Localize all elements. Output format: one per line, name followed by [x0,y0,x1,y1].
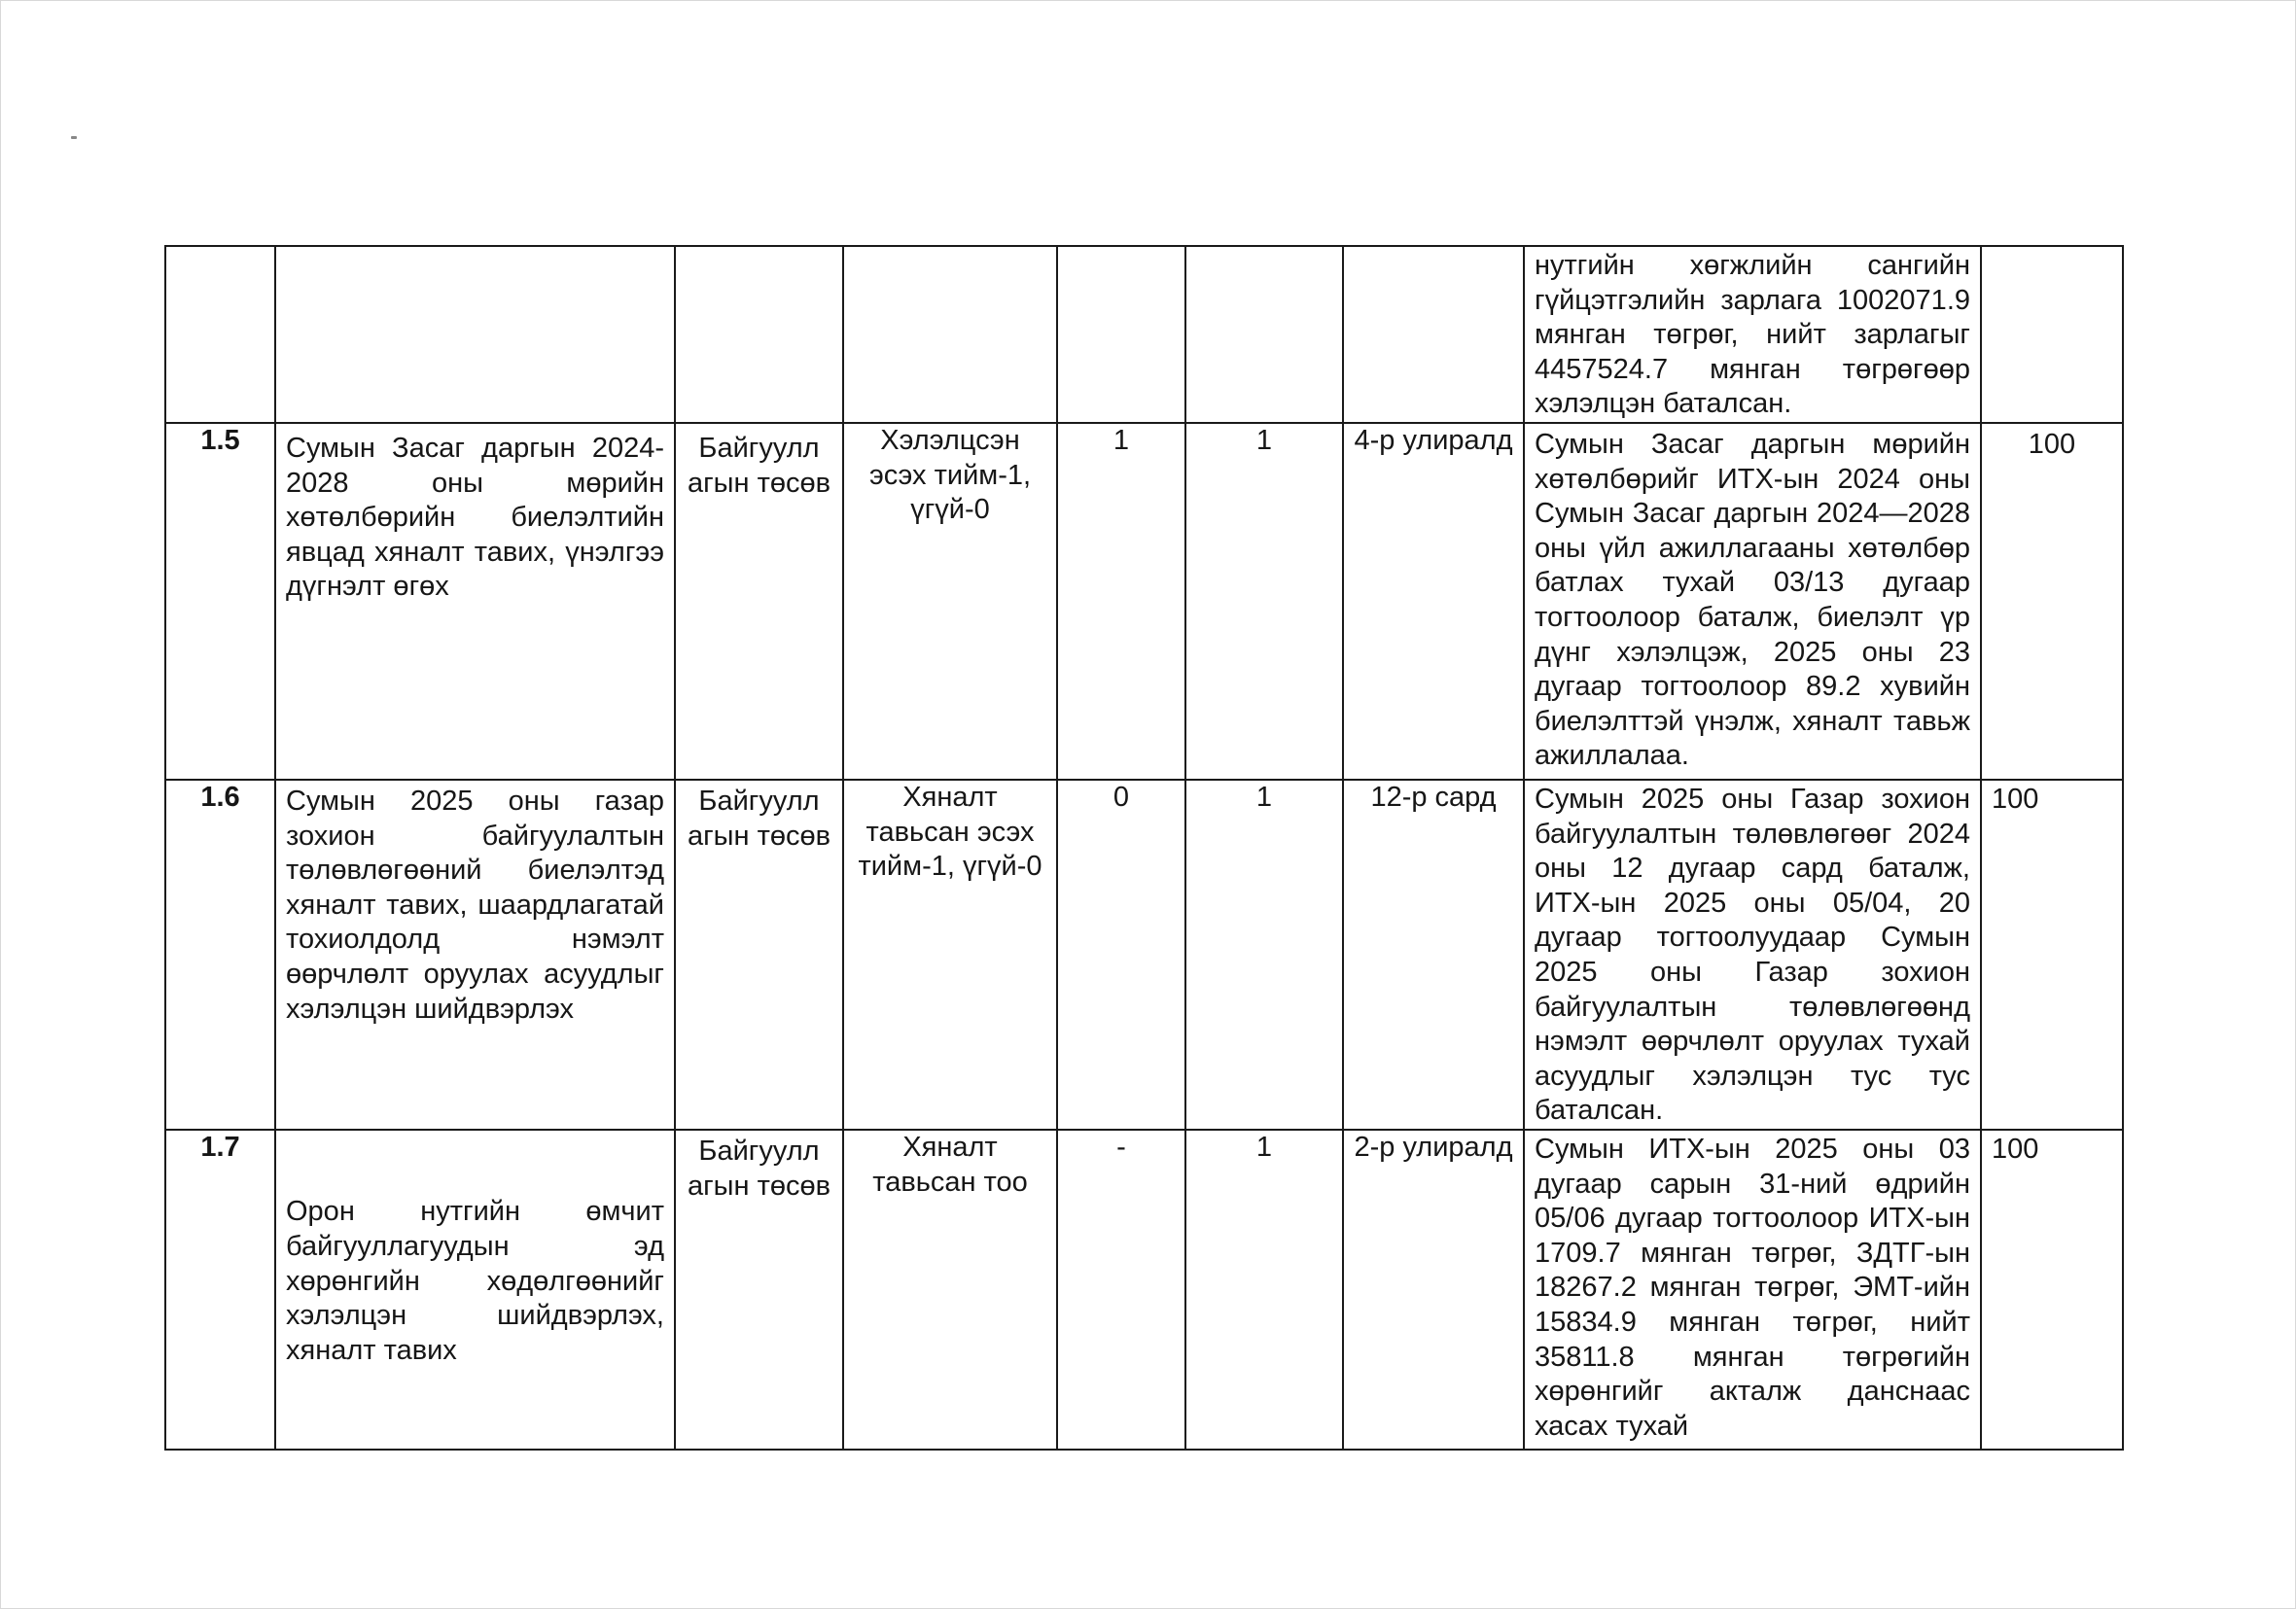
indicator-cell: Хэлэлцсэн эсэх тийм-1, үгүй-0 [843,423,1057,780]
percent-cell: 100 [1981,780,2123,1130]
row-number [165,246,275,423]
table-row [165,423,2123,780]
deadline-cell [1343,246,1524,423]
task-text: Орон нутгийн өмчит байгууллагуудын эд хөрөнгийн хөдөлгөөнийг хэлэлцэн шийдвэрлэх, хяналт тавих [286,1196,664,1366]
task-cell: Сумын 2025 оны газар зохион байгуулалтын төлөвлөгөөний биелэлтэд хяналт тавих, шаардлагатай тохиолдолд нэмэлт өөрчлөлт оруулах асуудлыг хэлэлцэн шийдвэрлэх [275,780,675,1130]
funding-cell: Байгуулл агын төсөв [675,780,843,1130]
funding-cell [675,246,843,423]
target-cell: 1 [1185,780,1343,1130]
funding-cell: Байгуулл агын төсөв [675,423,843,780]
indicator-cell: Хяналт тавьсан тоо [843,1130,1057,1450]
table-row [165,1130,2123,1450]
result-cell: нутгийн хөгжлийн сангийн гүйцэтгэлийн зарлага 1002071.9 мянган төгрөг, нийт зарлагыг 4457524.7 мянган төгрөгөөр хэлэлцэн баталсан. [1524,246,1981,423]
percent-cell: 100 [1981,423,2123,780]
result-cell: Сумын Засаг даргын мөрийн хөтөлбөрийг ИТХ-ын 2024 оны Сумын Засаг даргын 2024—2028 оны үйл ажиллагааны хөтөлбөр батлах тухай 03/13 дугаар тогтоолоор баталж, биелэлт үр дүнг хэлэлцэж, 2025 оны 23 дугаар тогтоолоор 89.2 хувийн биелэлттэй үнэлж, хяналт тавьж ажиллалаа. [1524,423,1981,780]
target-cell: 1 [1185,1130,1343,1450]
target-cell: 1 [1185,423,1343,780]
deadline-cell: 12-р сард [1343,780,1524,1130]
row-number: 1.7 [165,1130,275,1450]
funding-cell: Байгуулл агын төсөв [675,1130,843,1450]
task-cell [275,1130,675,1450]
deadline-cell: 4-р улиралд [1343,423,1524,780]
task-cell: Сумын Засаг даргын 2024-2028 оны мөрийн хөтөлбөрийн биелэлтийн явцад хяналт тавих, үнэлгээ дүгнэлт өгөх [275,423,675,780]
baseline-cell [1057,246,1185,423]
indicator-cell [843,246,1057,423]
table-row [165,246,2123,423]
result-cell: Сумын ИТХ-ын 2025 оны 03 дугаар сарын 31-ний өдрийн 05/06 дугаар тогтоолоор ИТХ-ын 1709.7 мянган төгрөг, ЗДТГ-ын 18267.2 мянган төгрөг, ЭМТ-ийн 15834.9 мянган төгрөг, нийт 35811.8 мянган төгрөгийн хөрөнгийг акталж данснаас хасах тухай [1524,1130,1981,1450]
percent-cell [1981,246,2123,423]
percent-cell: 100 [1981,1130,2123,1450]
baseline-cell: - [1057,1130,1185,1450]
deadline-cell: 2-р улиралд [1343,1130,1524,1450]
scan-artifact [71,136,77,139]
table-row [165,780,2123,1130]
result-cell: Сумын 2025 оны Газар зохион байгуулалтын төлөвлөгөөг 2024 оны 12 дугаар сард баталж, ИТХ-ын 2025 оны 05/04, 20 дугаар тогтоолуудаар Сумын 2025 оны Газар зохион байгуулалтын төлөвлөгөөнд нэмэлт өөрчлөлт оруулах тухай асуудлыг хэлэлцэн тус тус баталсан. [1524,780,1981,1130]
task-cell [275,246,675,423]
row-number: 1.5 [165,423,275,780]
report-table [164,245,2124,1451]
baseline-cell: 1 [1057,423,1185,780]
baseline-cell: 0 [1057,780,1185,1130]
target-cell [1185,246,1343,423]
row-number: 1.6 [165,780,275,1130]
indicator-cell: Хяналт тавьсан эсэх тийм-1, үгүй-0 [843,780,1057,1130]
